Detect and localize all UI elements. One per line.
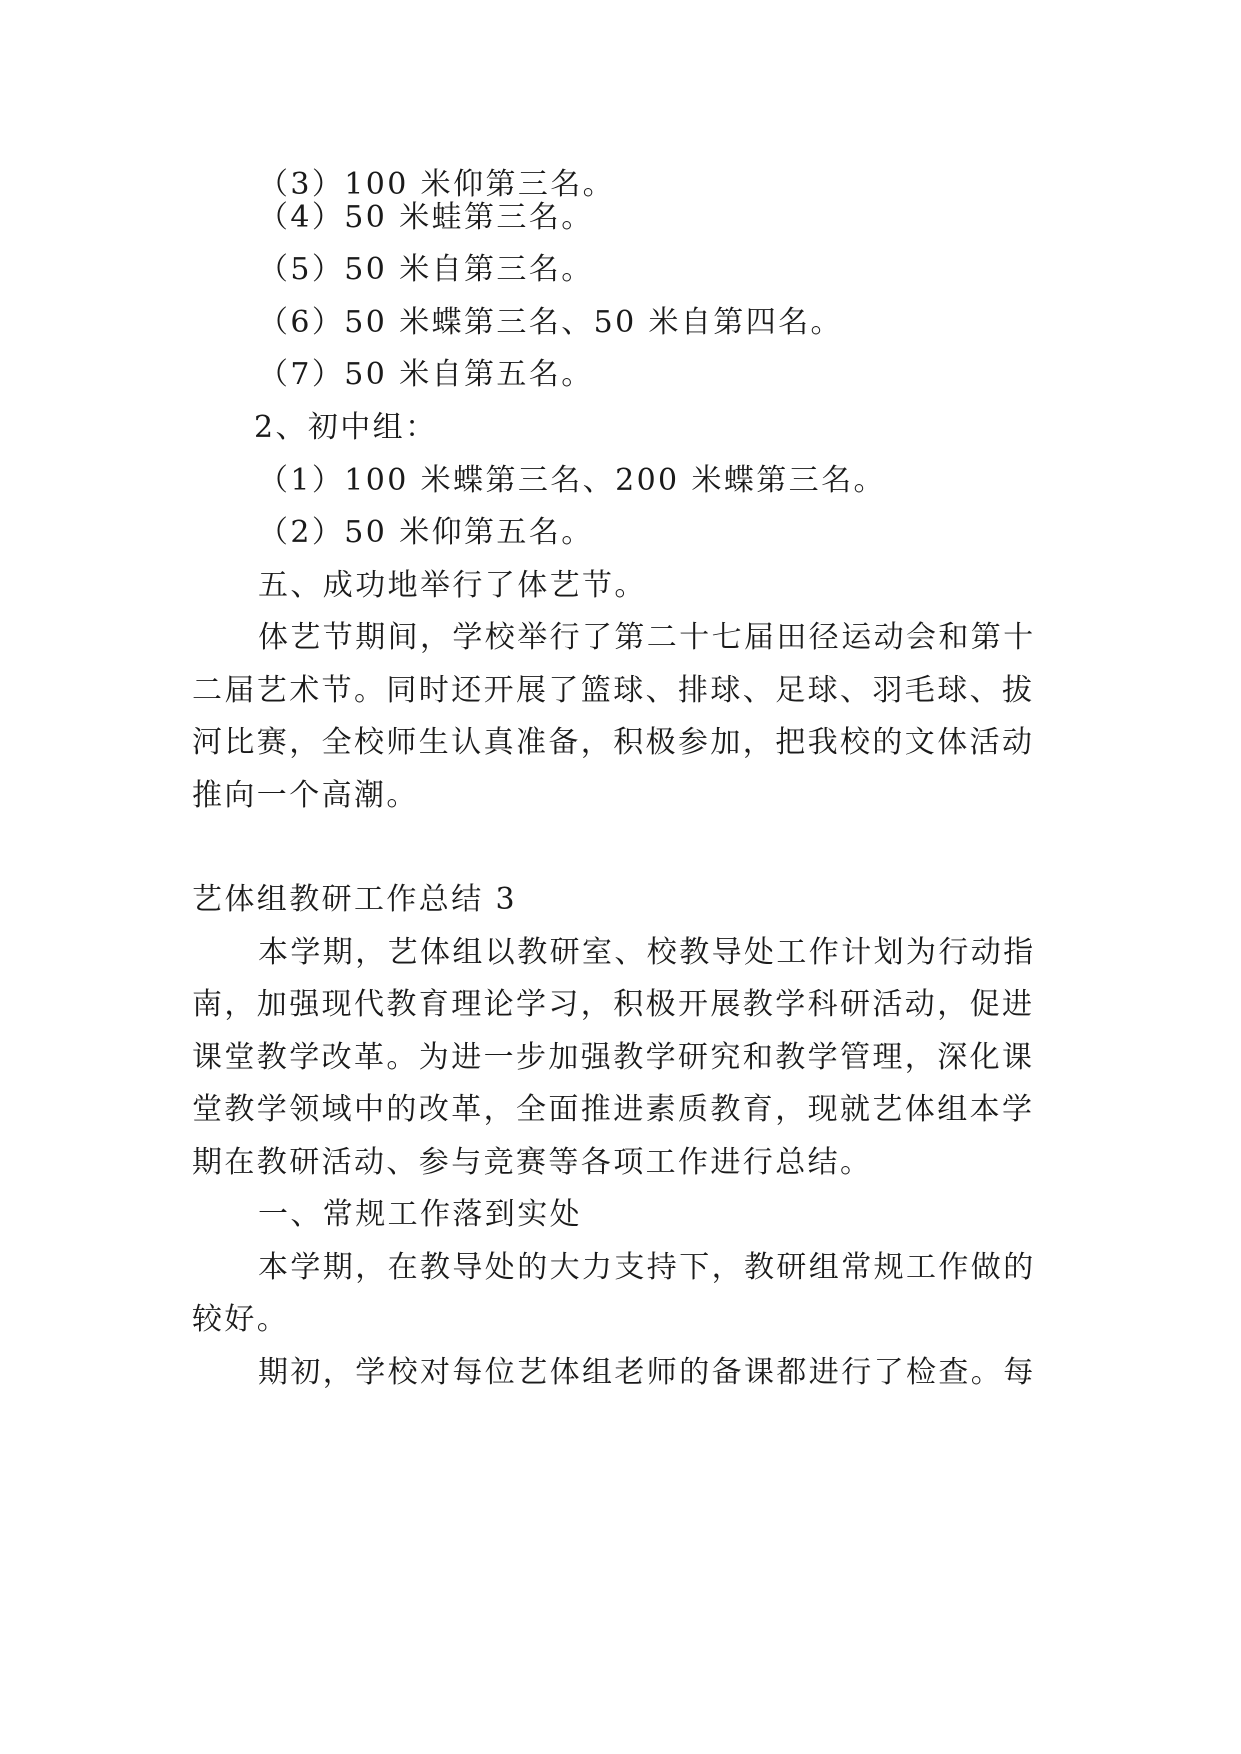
list-item-swim-6: （6）50 米蝶第三名、50 米自第四名。 <box>258 305 843 340</box>
list-item-junior-2: （2）50 米仰第五名。 <box>258 515 594 550</box>
section-heading-festival: 五、成功地举行了体艺节。 <box>258 568 647 603</box>
paragraph-festival-line-1: 体艺节期间，学校举行了第二十七届田径运动会和第十 <box>258 620 1036 655</box>
paragraph-festival-line-4: 推向一个高潮。 <box>192 778 419 813</box>
paragraph-routine-line-2: 较好。 <box>192 1302 290 1337</box>
paragraph-intro-line-3: 课堂教学改革。为进一步加强教学研究和教学管理，深化课 <box>192 1040 1035 1075</box>
section-heading-routine-work: 一、常规工作落到实处 <box>258 1197 582 1232</box>
paragraph-festival-line-3: 河比赛，全校师生认真准备，积极参加，把我校的文体活动 <box>192 725 1035 760</box>
document-title-summary-3: 艺体组教研工作总结 3 <box>192 882 518 917</box>
paragraph-check-line-1: 期初，学校对每位艺体组老师的备课都进行了检查。每 <box>258 1355 1036 1390</box>
list-item-swim-4: （4）50 米蛙第三名。 <box>258 200 594 235</box>
paragraph-festival-line-2: 二届艺术节。同时还开展了篮球、排球、足球、羽毛球、拔 <box>192 673 1035 708</box>
paragraph-intro-line-1: 本学期，艺体组以教研室、校教导处工作计划为行动指 <box>258 935 1036 970</box>
list-item-swim-5: （5）50 米自第三名。 <box>258 252 594 287</box>
paragraph-intro-line-5: 期在教研活动、参与竞赛等各项工作进行总结。 <box>192 1145 873 1180</box>
sub-heading-junior-group: 2、初中组： <box>254 410 438 445</box>
list-item-swim-3: （3）100 米仰第三名。 <box>258 167 616 202</box>
list-item-swim-7: （7）50 米自第五名。 <box>258 357 594 392</box>
paragraph-intro-line-2: 南，加强现代教育理论学习，积极开展教学科研活动，促进 <box>192 987 1035 1022</box>
paragraph-intro-line-4: 堂教学领域中的改革，全面推进素质教育，现就艺体组本学 <box>192 1092 1035 1127</box>
list-item-junior-1: （1）100 米蝶第三名、200 米蝶第三名。 <box>258 463 886 498</box>
paragraph-routine-line-1: 本学期，在教导处的大力支持下，教研组常规工作做的 <box>258 1250 1036 1285</box>
